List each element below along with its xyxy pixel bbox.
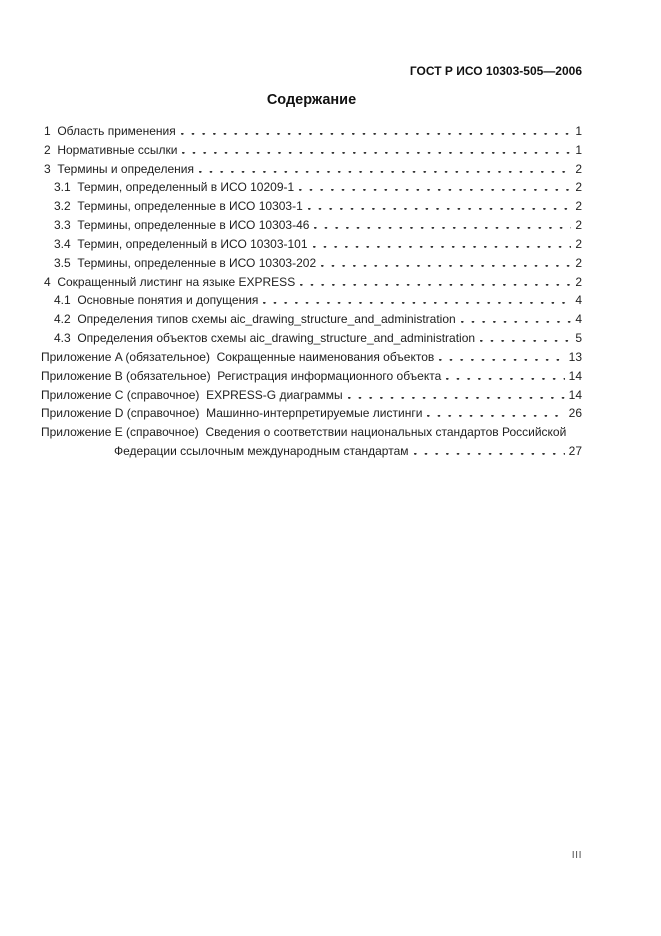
toc-entry-label: Приложение D (справочное) Машинно-интерпретируемые листинги bbox=[41, 406, 423, 421]
toc-row bbox=[41, 216, 582, 235]
toc-row bbox=[41, 178, 582, 197]
toc-list bbox=[41, 122, 582, 461]
toc-row bbox=[41, 235, 582, 254]
toc-page-number: 2 bbox=[575, 236, 582, 251]
toc-row bbox=[41, 291, 582, 310]
dot-leader bbox=[299, 189, 571, 191]
toc-page-number: 4 bbox=[575, 293, 582, 308]
toc-entry-label: 1 Область применения bbox=[44, 124, 176, 138]
folio-page-number: III bbox=[571, 849, 582, 861]
dot-leader bbox=[348, 397, 565, 399]
dot-leader bbox=[182, 152, 571, 154]
toc-entry-label: 4 Сокращенный листинг на языке EXPRESS bbox=[44, 274, 296, 289]
toc-row bbox=[41, 160, 582, 179]
dot-leader bbox=[313, 246, 572, 248]
toc-row bbox=[41, 367, 582, 386]
toc-page-number: 2 bbox=[575, 274, 582, 289]
toc-page-number: 4 bbox=[575, 312, 582, 327]
toc-entry-label: 3 Термины и определения bbox=[44, 161, 194, 176]
toc-entry-label: 4.1 Основные понятия и допущения bbox=[54, 293, 259, 308]
toc-row bbox=[41, 197, 582, 216]
toc-row bbox=[41, 423, 582, 442]
toc-page-number: 5 bbox=[575, 331, 582, 346]
document-code-header: ГОСТ Р ИСО 10303-505—2006 bbox=[409, 64, 582, 78]
toc-entry-label: 3.1 Термин, определенный в ИСО 10209-1 bbox=[54, 180, 295, 195]
toc-page-number: 1 bbox=[575, 142, 582, 157]
toc-entry-label: 3.5 Термины, определенные в ИСО 10303-202 bbox=[54, 255, 317, 270]
toc-page-number: 1 bbox=[575, 124, 582, 138]
dot-leader bbox=[181, 133, 572, 135]
toc-row bbox=[41, 442, 582, 461]
toc-page-number: 27 bbox=[568, 444, 582, 459]
dot-leader bbox=[308, 208, 572, 210]
dot-leader bbox=[427, 415, 564, 417]
dot-leader bbox=[439, 359, 564, 361]
toc-entry-label: Приложение A (обязательное) Сокращенные наименования объектов bbox=[41, 349, 435, 364]
toc-row bbox=[41, 404, 582, 423]
toc-entry-label: 3.4 Термин, определенный в ИСО 10303-101 bbox=[54, 236, 308, 251]
toc-row bbox=[41, 254, 582, 273]
page-content bbox=[41, 0, 582, 936]
toc-row bbox=[41, 141, 582, 160]
toc-page-number: 2 bbox=[575, 180, 582, 195]
toc-row bbox=[41, 273, 582, 292]
toc-page-number: 2 bbox=[575, 199, 582, 214]
toc-entry-label: Приложение E (справочное) Сведения о соответствии национальных стандартов Российской bbox=[41, 425, 567, 440]
toc-entry-label: 4.3 Определения объектов схемы aic_drawing_structure_and_administration bbox=[54, 331, 476, 346]
toc-row bbox=[41, 348, 582, 367]
dot-leader bbox=[300, 284, 571, 286]
dot-leader bbox=[314, 227, 571, 229]
toc-page-number: 26 bbox=[568, 406, 582, 421]
toc-row bbox=[41, 122, 582, 141]
toc-page-number: 14 bbox=[568, 368, 582, 383]
dot-leader bbox=[414, 453, 565, 455]
toc-row bbox=[41, 329, 582, 348]
page-title: Содержание bbox=[266, 92, 357, 108]
dot-leader bbox=[461, 321, 572, 323]
toc-page-number: 2 bbox=[575, 161, 582, 176]
toc-row bbox=[41, 310, 582, 329]
toc-entry-label: 2 Нормативные ссылки bbox=[44, 142, 178, 157]
dot-leader bbox=[480, 340, 571, 342]
dot-leader bbox=[263, 302, 571, 304]
toc-entry-label: 4.2 Определения типов схемы aic_drawing_structure_and_administration bbox=[54, 312, 456, 327]
dot-leader bbox=[446, 378, 564, 380]
toc-entry-label: Приложение B (обязательное) Регистрация информационного объекта bbox=[41, 368, 442, 383]
toc-page-number: 2 bbox=[575, 218, 582, 233]
toc-entry-label: 3.2 Термины, определенные в ИСО 10303-1 bbox=[54, 199, 303, 214]
toc-page-number: 2 bbox=[575, 255, 582, 270]
toc-entry-label: Приложение C (справочное) EXPRESS-G диаграммы bbox=[41, 387, 343, 402]
toc-entry-label: Федерации ссылочным международным стандартам bbox=[114, 444, 409, 459]
toc-entry-label: 3.3 Термины, определенные в ИСО 10303-46 bbox=[54, 218, 310, 233]
dot-leader bbox=[199, 171, 571, 173]
toc-page-number: 14 bbox=[568, 387, 582, 402]
toc-row bbox=[41, 386, 582, 405]
toc-page-number: 13 bbox=[568, 349, 582, 364]
dot-leader bbox=[321, 265, 571, 267]
